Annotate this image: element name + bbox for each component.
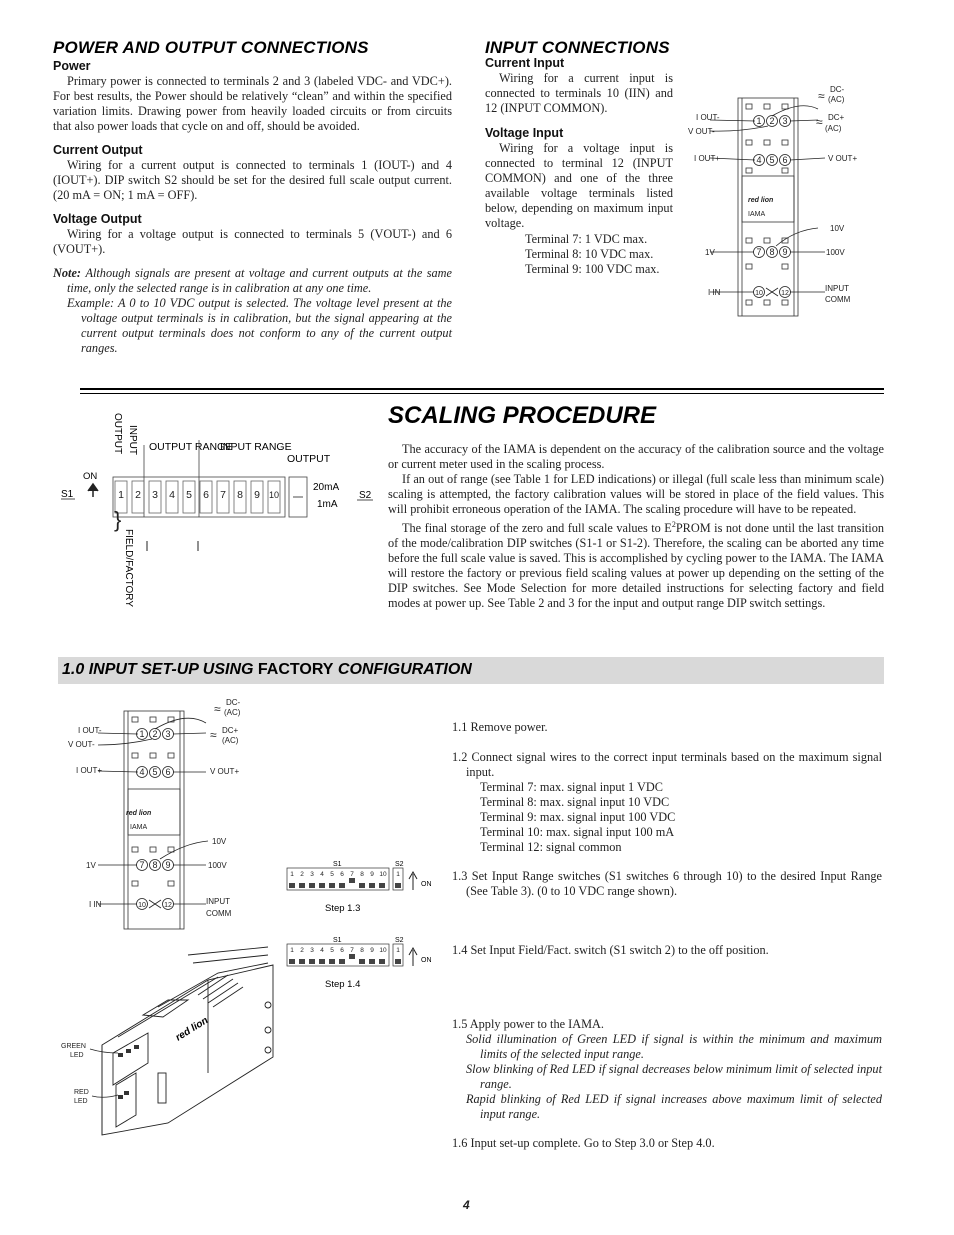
iin-label: I IN — [89, 900, 102, 909]
step-1-5: 1.5 Apply power to the IAMA. — [452, 1017, 604, 1031]
svg-text:1: 1 — [290, 947, 294, 954]
terminal-6: 6 — [165, 767, 171, 777]
scaling-paragraph: If an out of range (see Table 1 for LED indications) or illegal (full scale less than minimum scale) scaling is attempted, the factory calibration values will be stored in place of the field values. This will prohibit erroneous operation of the IAMA. The scaling procedure will have to be repeated. — [388, 472, 884, 516]
power-output-section — [53, 40, 452, 356]
arrow-up-icon — [409, 872, 417, 890]
dip-switch-diagram — [55, 405, 385, 625]
100v-label: 100V — [208, 861, 227, 870]
terminal-1: 1 — [756, 116, 762, 126]
dip-switch-number: 3 — [152, 489, 158, 501]
voltage-output-heading: Voltage Output — [53, 212, 142, 226]
note-text: Although signals are present at voltage and current outputs at the same time, only the selected range is in calibration at any one time. — [67, 266, 453, 295]
brand-logo: red lion — [173, 1015, 211, 1044]
step-1-4: 1.4 Set Input Field/Fact. switch (S1 switch 2) to the off position. — [452, 943, 769, 957]
scaling-section — [388, 402, 884, 611]
svg-text:9: 9 — [370, 947, 374, 954]
dip-switch-number: 2 — [135, 489, 141, 501]
red-led-label: RED — [74, 1089, 89, 1096]
current-output-paragraph: Wiring for a current output is connected to terminals 1 (IOUT-) and 4 (IOUT+). DIP switch S2 should be set for the desired full scale output current. (20 mA = ON; 1 mA = OFF). — [53, 158, 452, 202]
terminal-2: 2 — [152, 729, 158, 739]
scaling-text: PROM is not done until the last transition of the mode/calibration DIP switches (S1-1 or S1-2). Therefore, the scaling can be aborted any time before the full scale value is saved. This is accomplished by cycling power to the IAMA. The IAMA will restore the factory or previous field scaling values at power up depending on the setting of the DIP switches. See Mode Selection for more detailed instructions for selecting factory and field modes at power up. See Table 2 and 3 for the input and output range DIP switch settings. — [388, 521, 884, 611]
10v-label: 10V — [830, 224, 845, 233]
vout-plus-label: V OUT+ — [828, 154, 858, 163]
svg-text:7: 7 — [350, 871, 354, 878]
terminal-3: 3 — [782, 116, 788, 126]
superscript: 2 — [671, 520, 676, 529]
ac-tilde-icon — [210, 702, 221, 742]
svg-text:8: 8 — [360, 871, 364, 878]
fig-on-label: ON — [421, 957, 432, 964]
voltage-output-paragraph: Wiring for a voltage output is connected to terminals 5 (VOUT-) and 6 (VOUT+). — [53, 227, 452, 256]
iout-plus-label: I OUT+ — [76, 766, 103, 775]
terminal-7: 7 — [756, 247, 762, 257]
terminal-4: 4 — [756, 155, 762, 165]
power-heading: Power — [53, 59, 91, 73]
arrow-up-icon — [409, 948, 417, 966]
brace-icon: } — [114, 507, 122, 532]
section-title: POWER AND OUTPUT CONNECTIONS — [53, 38, 369, 57]
brand-logo: red lion — [748, 197, 774, 204]
terminal-9: 9 — [782, 247, 788, 257]
step-item: Terminal 8: max. signal input 10 VDC — [480, 795, 670, 809]
dip-switch-number: 4 — [169, 489, 175, 501]
current-input-heading: Current Input — [485, 56, 565, 70]
on-label: ON — [83, 471, 98, 482]
terminal-1: 1 — [139, 729, 145, 739]
step-1-5-item: Solid illumination of Green LED if signal is within the minimum and maximum limits of the selected input range. — [466, 1032, 882, 1061]
arrow-up-icon — [88, 484, 98, 497]
page-number: 4 — [463, 1198, 470, 1212]
section-divider — [80, 393, 884, 394]
voltage-input-paragraph: Wiring for a voltage input is connected to terminal 12 (INPUT COMMON) and one of the three available voltage terminals listed below, depending on maximum input voltage. — [485, 141, 673, 230]
field-factory-label: FIELD/FACTORY — [123, 529, 134, 607]
wiring-diagram — [680, 80, 880, 320]
svg-text:1: 1 — [396, 947, 400, 954]
iin-label: I IN — [708, 288, 721, 297]
comm-label: COMM — [206, 909, 232, 918]
dip-switch-number: 6 — [203, 489, 209, 501]
output-vertical-label: OUTPUT — [112, 413, 123, 455]
svg-text:6: 6 — [340, 871, 344, 878]
svg-text:5: 5 — [330, 947, 334, 954]
fig-step13-caption: Step 1.3 — [325, 903, 361, 914]
iama-label: IAMA — [748, 211, 766, 218]
step-1-3: 1.3 Set Input Range switches (S1 switches 6 through 10) to the desired Input Range (See Table 3). (0 to 10 VDC range shown). — [452, 869, 882, 898]
dc-plus-label: DC+ — [828, 113, 845, 122]
scaling-text: The final storage of the zero and full scale values to E — [402, 521, 672, 536]
dc-minus-label: DC- — [830, 85, 845, 94]
step-item: Terminal 12: signal common — [480, 840, 622, 854]
svg-text:1: 1 — [396, 871, 400, 878]
svg-text:≈: ≈ — [210, 728, 217, 742]
dc-plus-label: DC+ — [222, 726, 239, 735]
led-label: LED — [70, 1052, 84, 1059]
ac-label: (AC) — [222, 736, 239, 745]
terminal-item: Terminal 8: 10 VDC max. — [525, 247, 654, 261]
banner-text: FACTORY — [257, 661, 334, 678]
step-1-5-item: Slow blinking of Red LED if signal decreases below minimum limit of selected input range. — [466, 1062, 882, 1091]
banner-text: 1.0 INPUT SET-UP USING — [62, 661, 258, 678]
input-label: INPUT — [825, 284, 849, 293]
step-1-1: 1.1 Remove power. — [452, 720, 548, 734]
section-title: INPUT CONNECTIONS — [485, 38, 670, 57]
comm-label: COMM — [825, 295, 851, 304]
terminal-8: 8 — [152, 860, 158, 870]
section-divider — [80, 388, 884, 390]
terminal-9: 9 — [165, 860, 171, 870]
fig-step14-caption: Step 1.4 — [325, 979, 361, 990]
terminal-6: 6 — [782, 155, 788, 165]
scaling-paragraph: The accuracy of the IAMA is dependent on the accuracy of the calibration source and the voltage or current meter used in the scaling process. — [388, 442, 884, 471]
fig-on-label: ON — [421, 881, 432, 888]
terminal-item: Terminal 7: 1 VDC max. — [525, 232, 648, 246]
svg-text:1: 1 — [290, 871, 294, 878]
svg-text:4: 4 — [320, 871, 324, 878]
input-vertical-label: INPUT — [127, 425, 138, 455]
vout-minus-label: V OUT- — [688, 127, 715, 136]
dc-minus-label: DC- — [226, 698, 241, 707]
iama-module-illustration — [58, 945, 283, 1140]
svg-text:≈: ≈ — [818, 89, 825, 103]
terminal-5: 5 — [769, 155, 775, 165]
vout-minus-label: V OUT- — [68, 740, 95, 749]
step-item: Terminal 9: max. signal input 100 VDC — [480, 810, 676, 824]
terminal-3: 3 — [165, 729, 171, 739]
terminal-5: 5 — [152, 767, 158, 777]
ac-label: (AC) — [224, 708, 241, 717]
svg-text:4: 4 — [320, 947, 324, 954]
svg-text:≈: ≈ — [214, 702, 221, 716]
example-paragraph: Example: A 0 to 10 VDC output is selected. The voltage level present at the voltage output terminals is in calibration, but the signal appearing at the current output terminals does not conform to any of the current output ranges. — [67, 296, 452, 355]
iama-label: IAMA — [130, 824, 148, 831]
svg-text:8: 8 — [360, 947, 364, 954]
current-output-heading: Current Output — [53, 143, 143, 157]
svg-text:7: 7 — [350, 947, 354, 954]
step-1-2: 1.2 Connect signal wires to the correct input terminals based on the maximum signal input. — [452, 750, 882, 779]
svg-text:6: 6 — [340, 947, 344, 954]
dip-switch-number: 10 — [268, 490, 280, 500]
10v-label: 10V — [212, 837, 227, 846]
s1-label: S1 — [61, 489, 74, 500]
terminal-10: 10 — [755, 290, 763, 297]
setup-steps — [452, 720, 882, 1151]
terminal-4: 4 — [139, 767, 145, 777]
vout-plus-label: V OUT+ — [210, 767, 240, 776]
terminal-10: 10 — [138, 902, 146, 909]
step-item: Terminal 10: max. signal input 100 mA — [480, 825, 675, 839]
svg-text:9: 9 — [370, 871, 374, 878]
current-input-paragraph: Wiring for a current input is connected to terminals 10 (IIN) and 12 (INPUT COMMON). — [485, 71, 673, 115]
fig-s1-label: S1 — [333, 937, 342, 944]
module-outline — [738, 98, 798, 316]
s2-1ma-label: 1mA — [317, 499, 338, 510]
svg-text:5: 5 — [330, 871, 334, 878]
dip-switch-number: 1 — [118, 489, 124, 501]
svg-text:2: 2 — [300, 947, 304, 954]
terminal-12: 12 — [164, 902, 172, 909]
svg-text:10: 10 — [379, 947, 387, 954]
output-range-label: OUTPUT RANGE — [149, 441, 233, 453]
input-range-label: INPUT RANGE — [220, 441, 292, 453]
terminal-7: 7 — [139, 860, 145, 870]
dip-switch-number: 5 — [186, 489, 192, 501]
ac-label: (AC) — [828, 95, 845, 104]
s2-20ma-label: 20mA — [313, 482, 340, 493]
iout-minus-label: I OUT- — [78, 726, 102, 735]
note-label: Note: — [53, 266, 81, 280]
iout-minus-label: I OUT- — [696, 113, 720, 122]
power-paragraph: Primary power is connected to terminals 2 and 3 (labeled VDC- and VDC+). For best results, the Power should be relatively “clean” and within the specified variation limits. Drawing power from heavily loaded circuits or from circuits that also power loads that cycle on and off, should be avoided. — [53, 74, 452, 133]
dip-switch-number: 7 — [220, 489, 226, 501]
input-label: INPUT — [206, 897, 230, 906]
voltage-input-heading: Voltage Input — [485, 126, 564, 140]
ac-label: (AC) — [825, 124, 842, 133]
dip-switch-number: 8 — [237, 489, 243, 501]
svg-text:3: 3 — [310, 947, 314, 954]
fig-s1-label: S1 — [333, 861, 342, 868]
input-connections-section — [485, 40, 673, 277]
banner-text: CONFIGURATION — [333, 661, 472, 678]
svg-text:2: 2 — [300, 871, 304, 878]
scaling-paragraph — [388, 517, 884, 611]
svg-text:≈: ≈ — [816, 115, 823, 129]
note-paragraph — [53, 266, 452, 296]
1v-label: 1V — [705, 248, 715, 257]
scaling-title: SCALING PROCEDURE — [388, 402, 657, 429]
fig-s2-label: S2 — [395, 937, 404, 944]
terminal-2: 2 — [769, 116, 775, 126]
setup-wiring-diagram — [60, 695, 260, 930]
svg-text:3: 3 — [310, 871, 314, 878]
terminal-8: 8 — [769, 247, 775, 257]
setup-banner — [58, 657, 884, 684]
terminal-item: Terminal 9: 100 VDC max. — [525, 262, 660, 276]
dip-switch-number: 9 — [254, 489, 260, 501]
green-led-label: GREEN — [61, 1043, 86, 1050]
output-label: OUTPUT — [287, 453, 331, 465]
iout-plus-label: I OUT+ — [694, 154, 721, 163]
dip-figures — [285, 856, 440, 996]
step-1-5-item: Rapid blinking of Red LED if signal increases above maximum limit of selected input range. — [466, 1092, 882, 1121]
terminal-12: 12 — [781, 290, 789, 297]
100v-label: 100V — [826, 248, 845, 257]
step-item: Terminal 7: max. signal input 1 VDC — [480, 780, 664, 794]
brand-logo: red lion — [126, 810, 152, 817]
svg-text:10: 10 — [379, 871, 387, 878]
step-1-6: 1.6 Input set-up complete. Go to Step 3.0 or Step 4.0. — [452, 1136, 715, 1150]
fig-s2-label: S2 — [395, 861, 404, 868]
s2-label: S2 — [359, 490, 372, 501]
1v-label: 1V — [86, 861, 96, 870]
led-label: LED — [74, 1098, 88, 1105]
